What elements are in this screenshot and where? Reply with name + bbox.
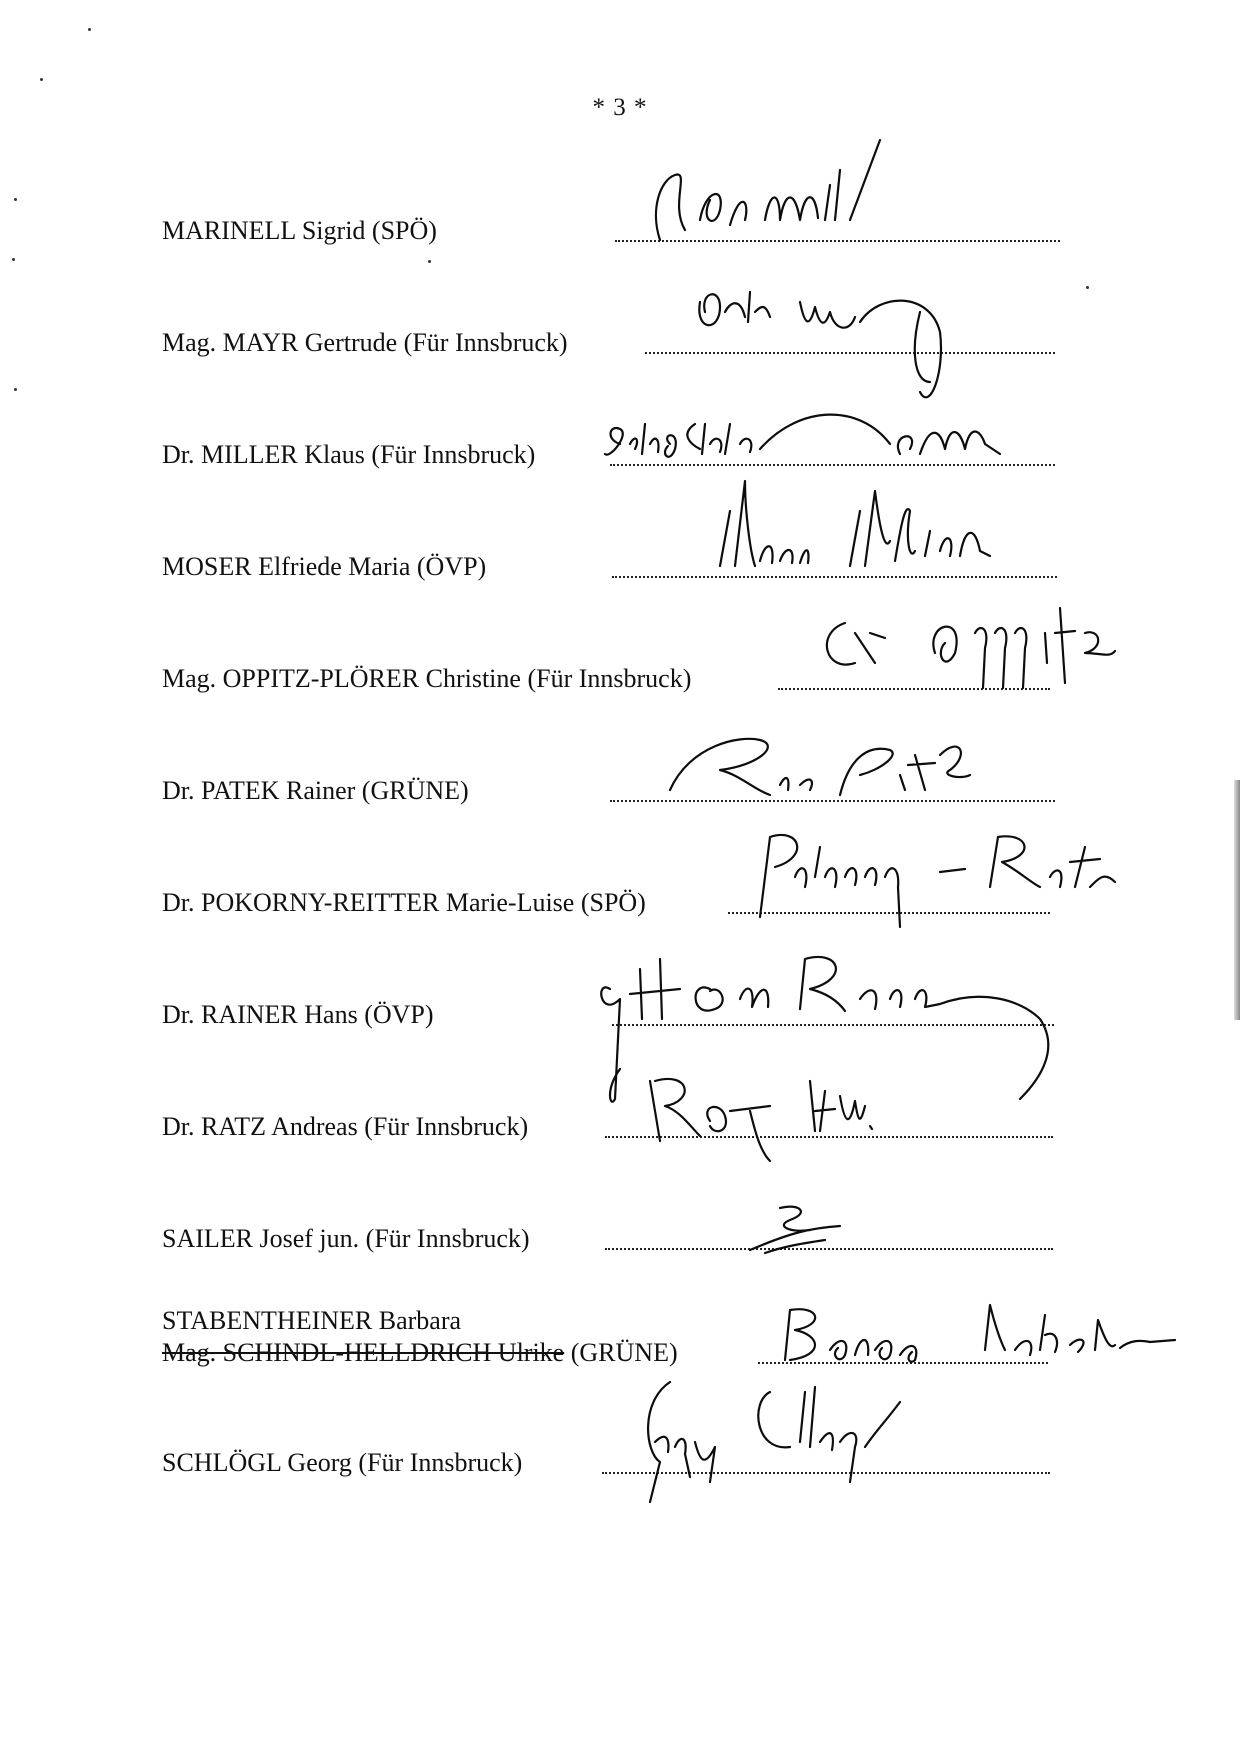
signature-line (605, 1136, 1053, 1138)
signature-row-pokorny (0, 822, 1240, 932)
party-suffix: (GRÜNE) (570, 1338, 678, 1367)
signature-row-oppitz (0, 598, 1240, 708)
signatory-name: Dr. MILLER Klaus (Für Innsbruck) (162, 440, 536, 469)
signature-row-stabentheiner (0, 1270, 1240, 1380)
signature-line (758, 1362, 1048, 1364)
signatory-name: SAILER Josef jun. (Für Innsbruck) (162, 1224, 530, 1253)
signature-row-moser (0, 486, 1240, 596)
signature-patek (660, 715, 1020, 825)
signature-row-ratz (0, 1046, 1240, 1156)
signatory-name: Dr. RATZ Andreas (Für Innsbruck) (162, 1112, 529, 1141)
page-number: * 3 * (592, 94, 648, 121)
scan-speck (12, 258, 15, 261)
signatory-name-line2 (162, 1338, 678, 1368)
signatory-name: Dr. PATEK Rainer (GRÜNE) (162, 776, 469, 805)
signature-schloegl (610, 1362, 970, 1502)
signatory-name: SCHLÖGL Georg (Für Innsbruck) (162, 1448, 523, 1477)
signature-line (610, 800, 1055, 802)
signature-line (615, 240, 1060, 242)
signature-line (728, 912, 1050, 914)
signature-line (612, 1024, 1054, 1026)
signature-line (605, 1248, 1053, 1250)
signatory-name: Mag. MAYR Gertrude (Für Innsbruck) (162, 328, 568, 357)
signature-line (645, 352, 1055, 354)
signature-line (612, 576, 1057, 578)
signature-row-rainer (0, 934, 1240, 1044)
signature-line (610, 464, 1055, 466)
signatory-name: MARINELL Sigrid (SPÖ) (162, 216, 437, 245)
scan-speck (40, 78, 43, 81)
scan-edge-shadow (1234, 780, 1240, 1020)
signature-line (778, 688, 1050, 690)
signatory-name-line1: STABENTHEINER Barbara (162, 1306, 462, 1335)
scan-speck (1086, 286, 1089, 289)
scan-speck (14, 388, 17, 391)
signature-row-marinell (0, 150, 1240, 260)
signatory-name: Dr. POKORNY-REITTER Marie-Luise (SPÖ) (162, 888, 646, 917)
signatory-name: Dr. RAINER Hans (ÖVP) (162, 1000, 434, 1029)
signature-moser (700, 471, 1020, 591)
signatory-name: MOSER Elfriede Maria (ÖVP) (162, 552, 487, 581)
signature-row-mayr (0, 262, 1240, 372)
scan-speck (428, 260, 431, 263)
signatory-name: Mag. OPPITZ-PLÖRER Christine (Für Innsbruck) (162, 664, 692, 693)
signature-stabentheiner (760, 1280, 1180, 1390)
signature-row-schloegl (0, 1382, 1240, 1492)
signature-line (602, 1472, 1050, 1474)
signature-row-miller (0, 374, 1240, 484)
signature-row-sailer (0, 1158, 1240, 1268)
signature-row-patek (0, 710, 1240, 820)
struck-name: Mag. SCHINDL-HELLDRICH Ulrike (162, 1338, 565, 1367)
scan-speck (14, 198, 17, 201)
scan-speck (88, 28, 91, 31)
